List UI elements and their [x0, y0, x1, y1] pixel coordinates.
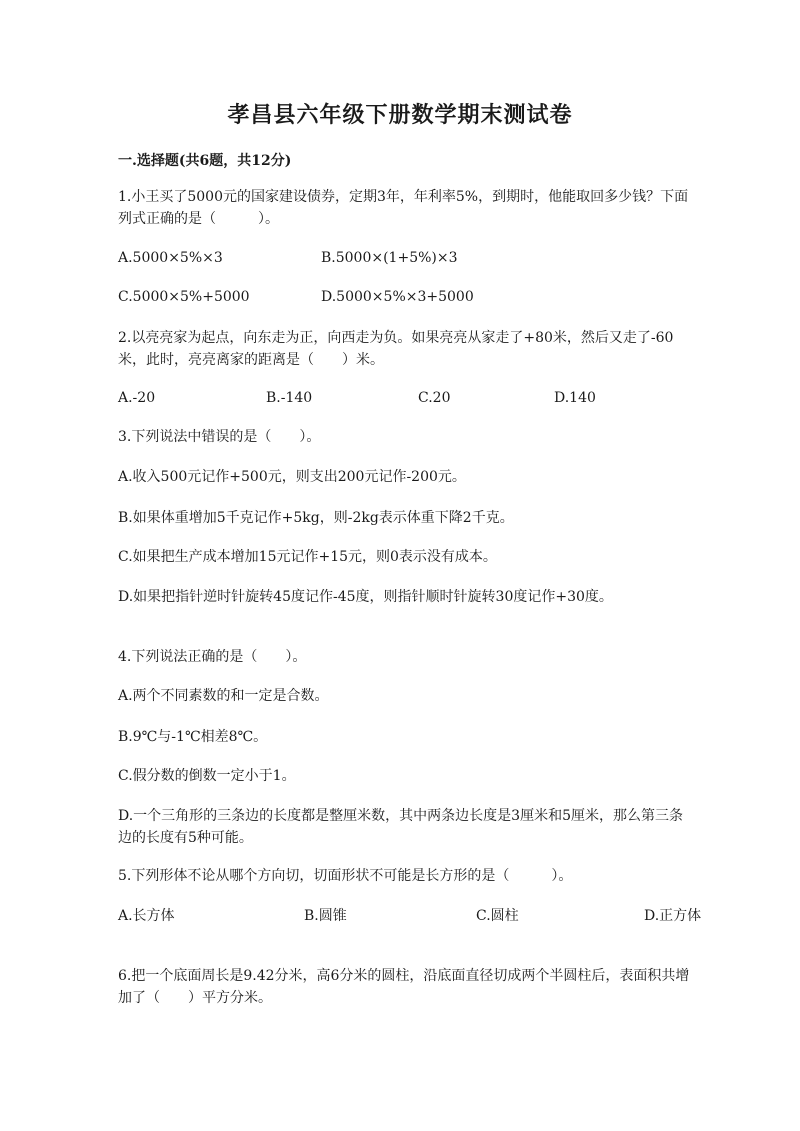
- question-4-stem: 4.下列说法正确的是（ ）。: [118, 649, 307, 665]
- question-2-option-b: B.-140: [266, 390, 313, 406]
- question-5-option-b: B.圆锥: [304, 908, 347, 924]
- question-5-option-c: C.圆柱: [476, 908, 519, 924]
- question-6-stem: 6.把一个底面周长是9.42分米，高6分米的圆柱，沿底面直径切成两个半圆柱后，表面积共增加了（ ）平方分米。: [118, 968, 690, 1006]
- question-2-option-c: C.20: [418, 390, 451, 406]
- question-1-option-a: A.5000×5%×3: [118, 250, 223, 266]
- section-heading: 一.选择题(共6题，共12分): [118, 153, 292, 169]
- question-1-options-2: [118, 286, 690, 308]
- question-3-option-c: C.如果把生产成本增加15元记作+15元，则0表示没有成本。: [118, 549, 497, 565]
- question-4-option-c: C.假分数的倒数一定小于1。: [118, 768, 296, 784]
- question-1-option-b: B.5000×(1+5%)×3: [321, 250, 458, 266]
- question-5-stem: 5.下列形体不论从哪个方向切，切面形状不可能是长方形的是（ ）。: [118, 868, 573, 884]
- question-4-option-d: D.一个三角形的三条边的长度都是整厘米数，其中两条边长度是3厘米和5厘米，那么第三条边的长度有5种可能。: [118, 808, 683, 846]
- question-2-option-a: A.-20: [118, 390, 156, 406]
- question-5-option-d: D.正方体: [644, 908, 702, 924]
- question-5-option-a: A.长方体: [118, 908, 175, 924]
- question-2-option-d: D.140: [554, 390, 596, 406]
- question-1-option-d: D.5000×5%×3+5000: [321, 289, 474, 305]
- question-4-option-b: B.9℃与-1℃相差8℃。: [118, 729, 268, 745]
- question-3-option-b: B.如果体重增加5千克记作+5kg，则-2kg表示体重下降2千克。: [118, 510, 514, 526]
- page-title: 孝昌县六年级下册数学期末测试卷: [227, 102, 573, 128]
- question-1-stem: 1.小王买了5000元的国家建设债券，定期3年，年利率5%，到期时，他能取回多少钱？下面列式正确的是（ ）。: [118, 189, 689, 227]
- question-3-option-d: D.如果把指针逆时针旋转45度记作-45度，则指针顺时针旋转30度记作+30度。: [118, 589, 613, 605]
- question-3-stem: 3.下列说法中错误的是（ ）。: [118, 429, 321, 445]
- question-3-option-a: A.收入500元记作+500元，则支出200元记作-200元。: [118, 469, 466, 485]
- question-2-stem: 2.以亮亮家为起点，向东走为正，向西走为负。如果亮亮从家走了+80米，然后又走了-60米，此时，亮亮离家的距离是（ ）米。: [118, 330, 674, 368]
- question-1-option-c: C.5000×5%+5000: [118, 289, 250, 305]
- question-5-options: [118, 905, 702, 927]
- question-1-options: [118, 247, 690, 269]
- question-4-option-a: A.两个不同素数的和一定是合数。: [118, 688, 329, 704]
- question-2-options: [118, 387, 690, 409]
